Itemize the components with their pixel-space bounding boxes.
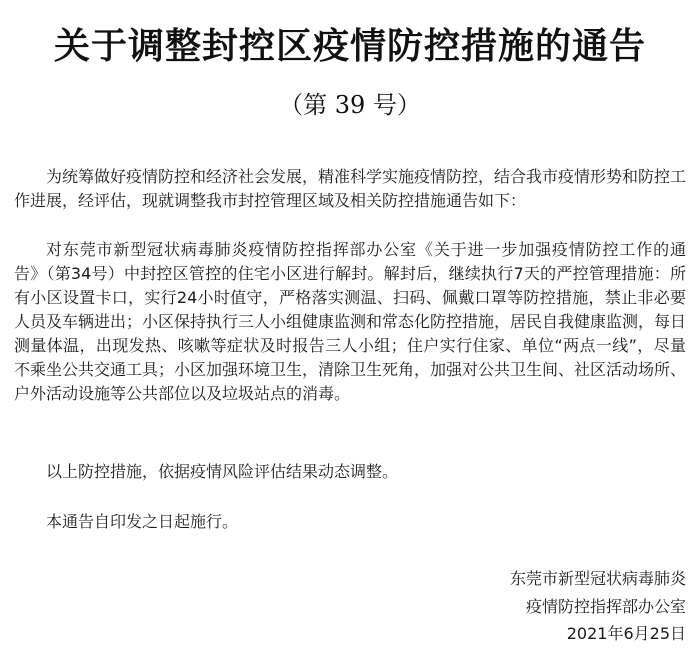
paragraph-intro: 为统筹做好疫情防控和经济社会发展，精准科学实施疫情防控，结合我市疫情形势和防控工作进展，经评估，现就调整我市封控管理区域及相关防控措施通告如下： <box>14 167 687 210</box>
signature-issuer-line1: 东莞市新型冠状病毒肺炎 <box>509 569 686 588</box>
document-number: （第 39 号） <box>279 91 421 119</box>
paragraph-adjustment: 以上防控措施，依据疫情风险评估结果动态调整。 <box>46 462 399 481</box>
signature-issuer-line2: 疫情防控指挥部办公室 <box>525 597 686 616</box>
document-title: 关于调整封控区疫情防控措施的通告 <box>53 25 646 67</box>
paragraph-effective: 本通告自印发之日起施行。 <box>46 512 239 531</box>
paragraph-measures: 对东莞市新型冠状病毒肺炎疫情防控指挥部办公室《关于进一步加强疫情防控工作的通告》（第34号）中封控区管控的住宅小区进行解封。解封后，继续执行7天的严控管理措施：所有小区设置卡口，实行24小时值守，严格落实测温、扫码、佩戴口罩等防控措施，禁止非必要人员及车辆进出；小区保持执行三人小组健康监测和常态化防控措施，居民自我健康监测，每日测量体温，出现发热、咳嗽等症状及时报告三人小组；住户实行住家、单位“两点一线”，尽量不乘坐公共交通工具；小区加强环境卫生，清除卫生死角，加强对公共卫生间、社区活动场所、户外活动设施等公共部位以及垃圾站点的消毒。 <box>14 240 687 403</box>
signature-date: 2021年6月25日 <box>566 624 686 643</box>
